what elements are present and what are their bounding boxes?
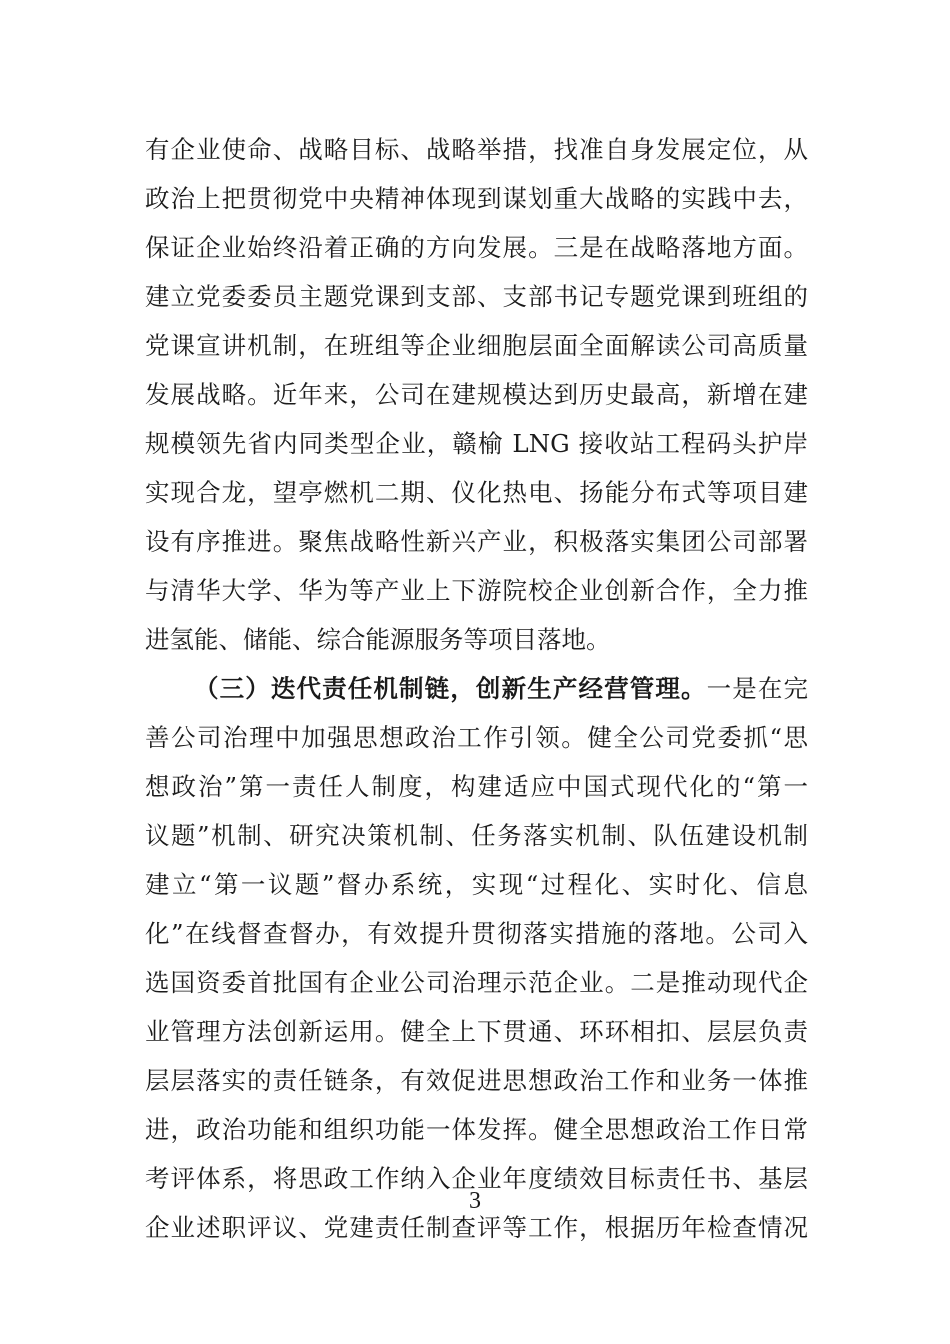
text-line: 选国资委首批国有企业公司治理示范企业。二是推动现代企 xyxy=(145,968,808,997)
page-number: 3 xyxy=(469,1188,481,1214)
text-line: 规模领先省内同类型企业，赣榆 LNG 接收站工程码头护岸 xyxy=(145,429,808,458)
text-line: 与清华大学、华为等产业上下游院校企业创新合作，全力推 xyxy=(145,576,808,605)
text-line: 建立党委委员主题党课到支部、支部书记专题党课到班组的 xyxy=(145,282,808,311)
text-line: 进，政治功能和组织功能一体发挥。健全思想政治工作日常 xyxy=(145,1115,808,1144)
text-line: 实现合龙，望亭燃机二期、仪化热电、扬能分布式等项目建 xyxy=(145,478,808,507)
text-line: 设有序推进。聚焦战略性新兴产业，积极落实集团公司部署 xyxy=(145,527,808,556)
section-heading: （三）迭代责任机制链，创新生产经营管理。 xyxy=(194,674,707,703)
text-line: 企业述职评议、党建责任制查评等工作，根据历年检查情况 xyxy=(145,1213,808,1242)
text-line: 善公司治理中加强思想政治工作引领。健全公司党委抓“思 xyxy=(145,723,808,752)
text-line: 建立“第一议题”督办系统，实现“过程化、实时化、信息 xyxy=(145,870,808,899)
section-first-line-rest: 一是在完 xyxy=(706,674,808,703)
section-first-line xyxy=(145,664,808,713)
text-line: 政治上把贯彻党中央精神体现到谋划重大战略的实践中去， xyxy=(145,184,808,213)
text-line: 保证企业始终沿着正确的方向发展。三是在战略落地方面。 xyxy=(145,233,808,262)
body-text xyxy=(145,125,808,1252)
text-line: 业管理方法创新运用。健全上下贯通、环环相扣、层层负责 xyxy=(145,1017,808,1046)
text-line: 发展战略。近年来，公司在建规模达到历史最高，新增在建 xyxy=(145,380,808,409)
text-line: 考评体系，将思政工作纳入企业年度绩效目标责任书、基层 xyxy=(145,1164,808,1193)
text-line: 有企业使命、战略目标、战略举措，找准自身发展定位，从 xyxy=(145,135,808,164)
text-line: 想政治”第一责任人制度，构建适应中国式现代化的“第一 xyxy=(145,772,808,801)
text-line: 层层落实的责任链条，有效促进思想政治工作和业务一体推 xyxy=(145,1066,808,1095)
text-line: 化”在线督查督办，有效提升贯彻落实措施的落地。公司入 xyxy=(145,919,808,948)
text-line: 进氢能、储能、综合能源服务等项目落地。 xyxy=(145,625,611,654)
text-line: 党课宣讲机制，在班组等企业细胞层面全面解读公司高质量 xyxy=(145,331,808,360)
text-line: 议题”机制、研究决策机制、任务落实机制、队伍建设机制 xyxy=(145,821,808,850)
